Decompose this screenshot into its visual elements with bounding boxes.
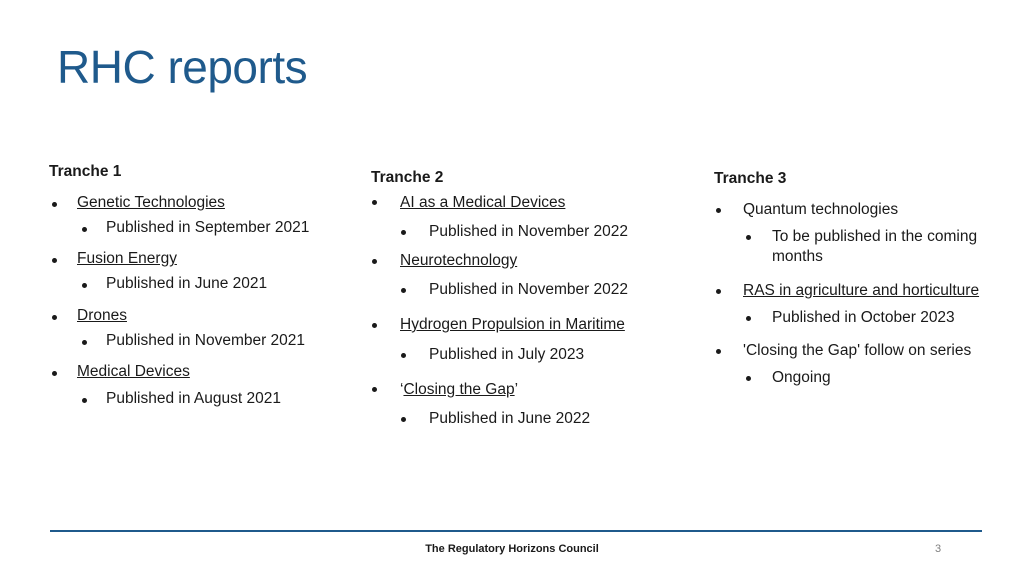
report-neurotechnology[interactable]: Neurotechnology [400,252,518,269]
footer-organization: The Regulatory Horizons Council [425,543,599,555]
bullet-icon [401,288,406,293]
bullet-icon [746,316,751,321]
bullet-icon [82,283,87,288]
bullet-icon [372,323,377,328]
publication-status: Ongoing [772,369,831,386]
publication-status: Published in July 2023 [429,346,585,363]
tranche-3-heading: Tranche 3 [714,170,787,187]
bullet-icon [401,417,406,422]
publication-status: To be published in the coming [772,228,978,245]
bullet-icon [401,353,406,358]
slide-title: RHC reports [57,41,308,93]
publication-status: Published in November 2021 [106,332,306,349]
tranche-1-heading: Tranche 1 [49,163,122,180]
bullet-icon [716,349,721,354]
report-ai-medical-devices[interactable]: AI as a Medical Devices [400,194,566,211]
report-genetic-technologies[interactable]: Genetic Technologies [77,194,225,211]
report-ras-agriculture[interactable]: RAS in agriculture and horticulture [743,282,980,299]
footer-divider [50,530,982,532]
bullet-icon [401,230,406,235]
report-fusion-energy[interactable]: Fusion Energy [77,250,177,267]
report-medical-devices[interactable]: Medical Devices [77,363,190,380]
bullet-icon [746,376,751,381]
bullet-icon [82,340,87,345]
report-drones[interactable]: Drones [77,307,127,324]
bullet-icon [52,315,57,320]
bullet-icon [52,258,57,263]
publication-status-continued: months [772,248,823,265]
report-closing-the-gap-follow-on: 'Closing the Gap' follow on series [743,342,972,359]
publication-status: Published in September 2021 [106,219,310,236]
tranche-2-heading: Tranche 2 [371,169,444,186]
publication-status: Published in November 2022 [429,223,629,240]
bullet-icon [82,398,87,403]
bullet-icon [746,235,751,240]
bullet-icon [372,259,377,264]
publication-status: Published in June 2021 [106,275,268,292]
bullet-icon [52,371,57,376]
bullet-icon [82,227,87,232]
publication-status: Published in October 2023 [772,309,955,326]
report-hydrogen-propulsion[interactable]: Hydrogen Propulsion in Maritime [400,316,625,333]
publication-status: Published in August 2021 [106,390,281,407]
bullet-icon [372,387,377,392]
bullet-icon [716,208,721,213]
report-quantum-technologies: Quantum technologies [743,201,899,218]
bullet-icon [52,202,57,207]
bullet-icon [372,200,377,205]
bullet-icon [716,289,721,294]
report-closing-the-gap[interactable]: ‘Closing the Gap’ [400,381,519,398]
publication-status: Published in June 2022 [429,410,591,427]
publication-status: Published in November 2022 [429,281,629,298]
page-number: 3 [935,543,942,555]
